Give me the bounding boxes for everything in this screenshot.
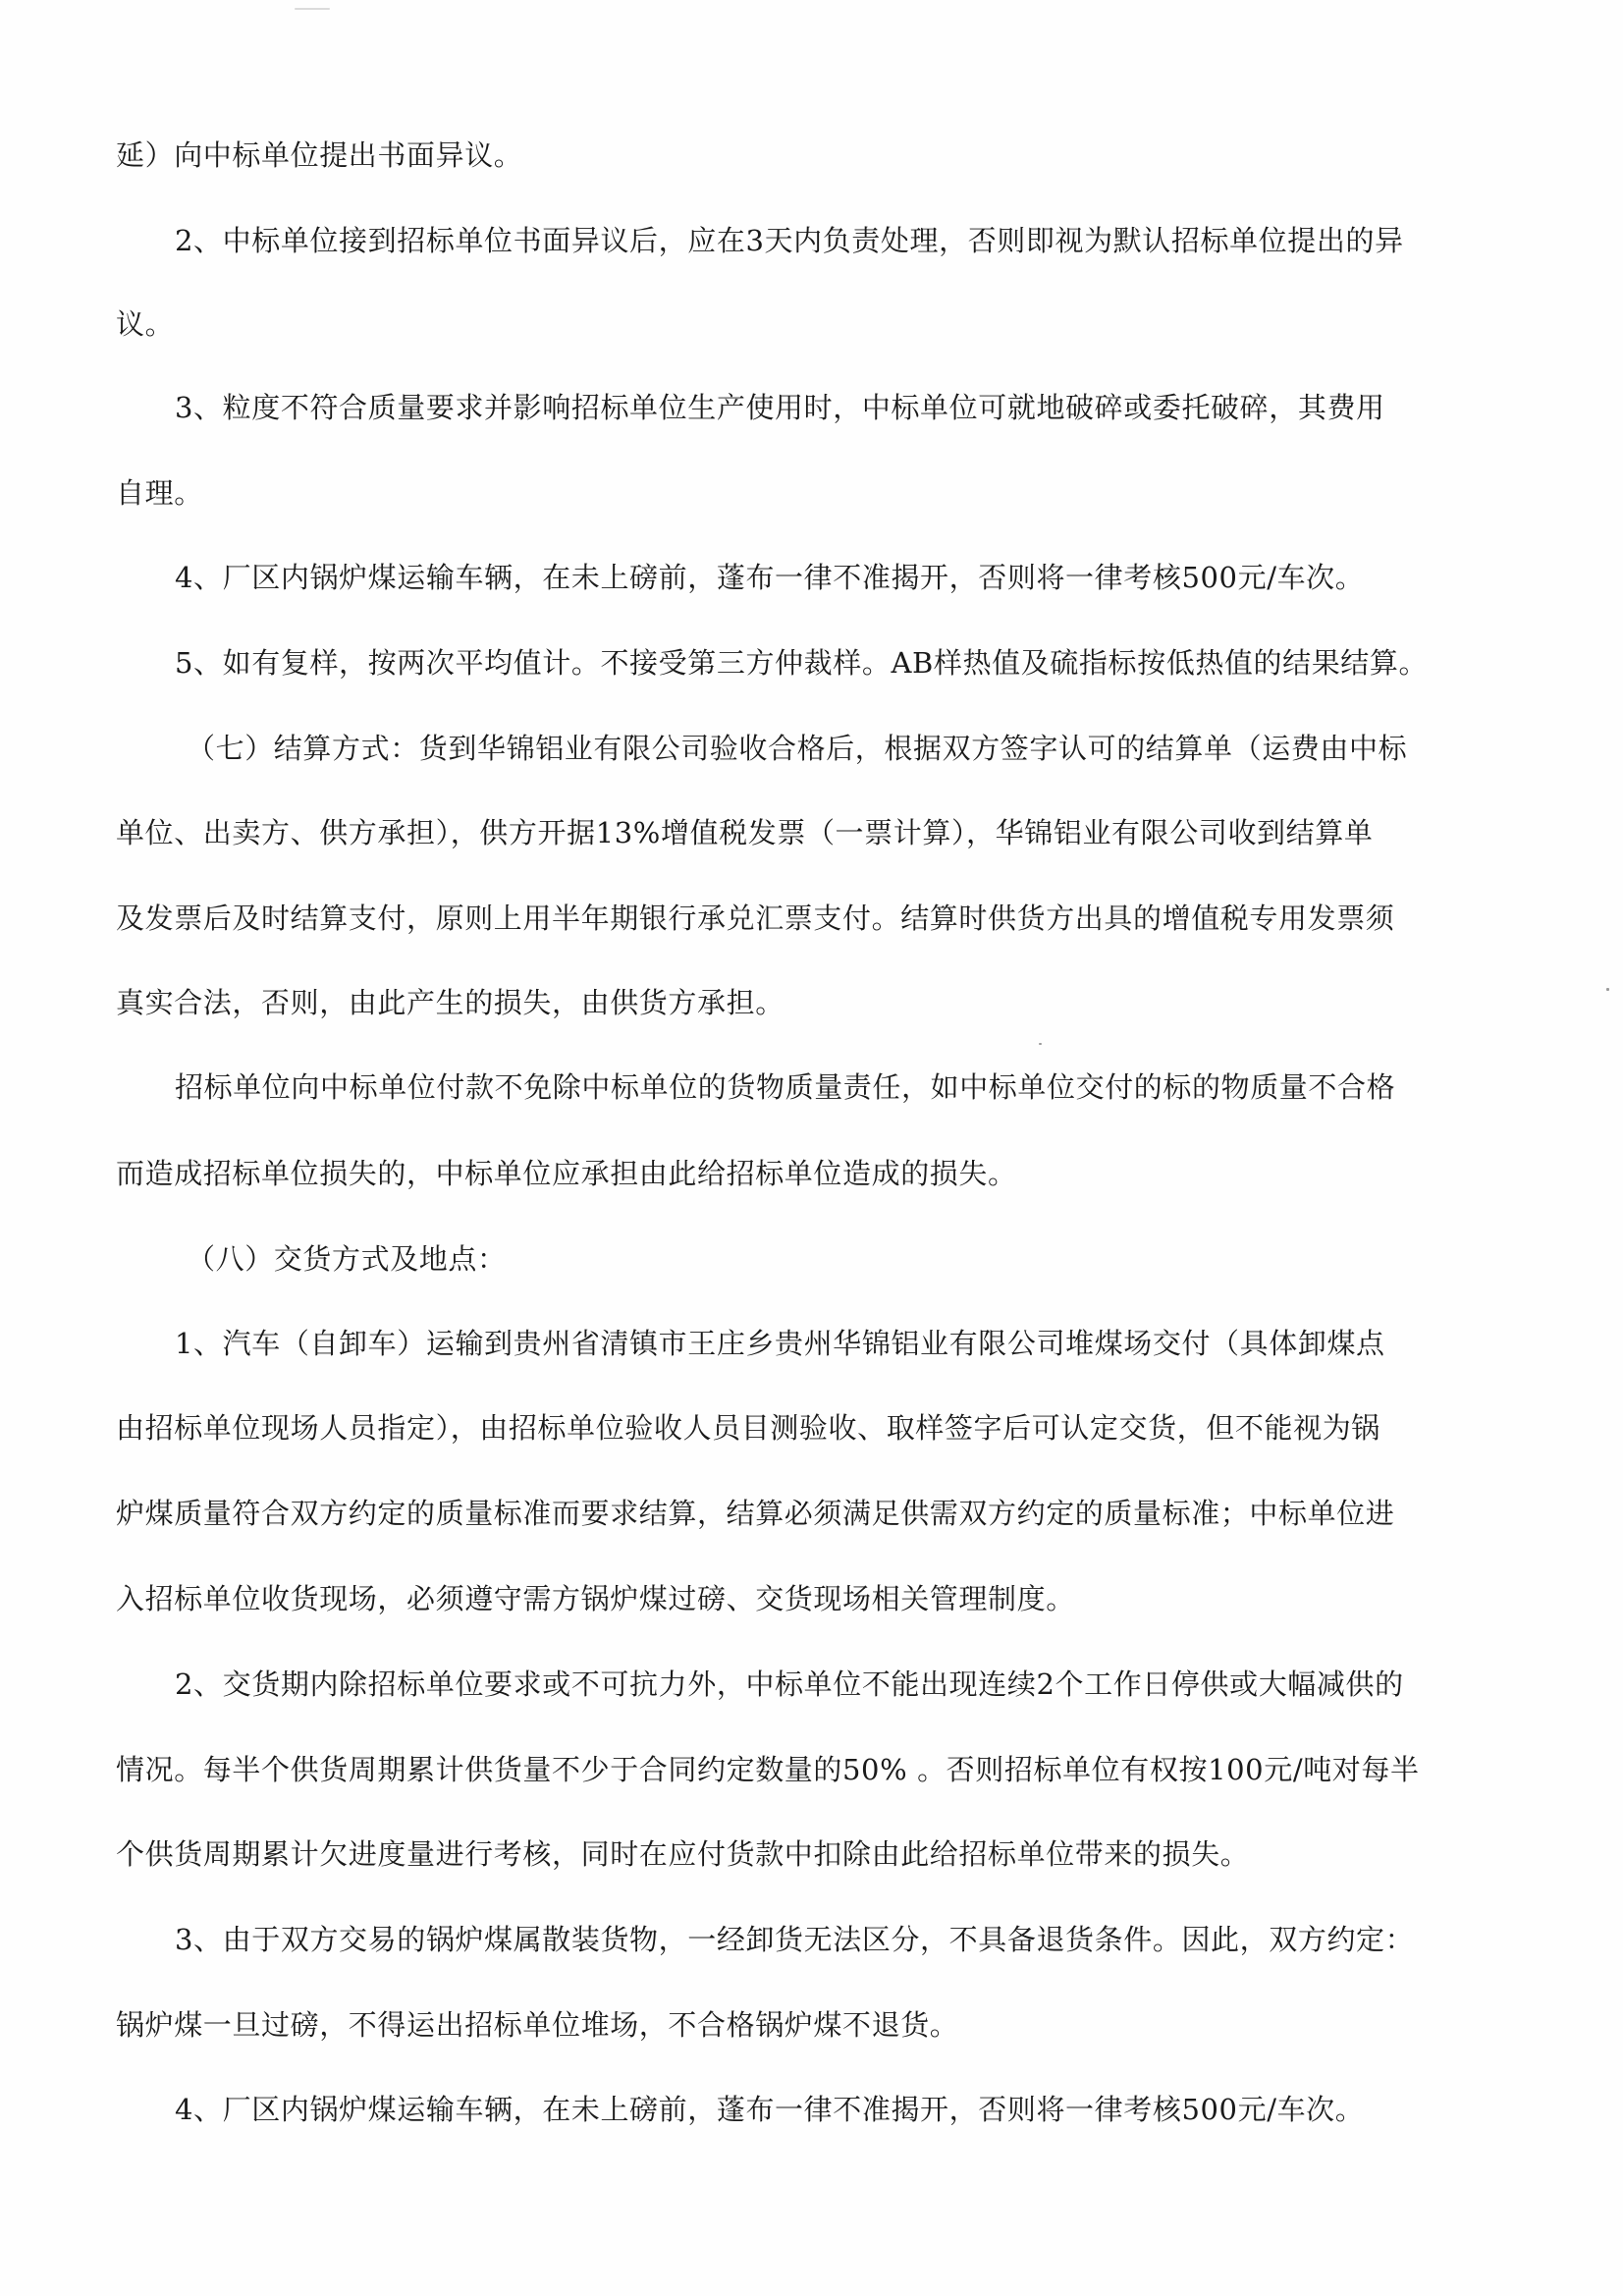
text-line: 锅炉煤一旦过磅，不得运出招标单位堆场，不合格锅炉煤不退货。 bbox=[116, 2008, 959, 2042]
text-line: 2、中标单位接到招标单位书面异议后，应在3天内负责处理，否则即视为默认招标单位提出的异 bbox=[175, 224, 1404, 257]
scan-artifact bbox=[1606, 988, 1609, 991]
text-line: 单位、出卖方、供方承担），供方开据13%增值税发票（一票计算），华锦铝业有限公司收到结算单 bbox=[116, 816, 1374, 849]
text-line: 3、由于双方交易的锅炉煤属散装货物，一经卸货无法区分，不具备退货条件。因此，双方约定： bbox=[175, 1923, 1415, 1956]
text-line: 入招标单位收货现场，必须遵守需方锅炉煤过磅、交货现场相关管理制度。 bbox=[116, 1582, 1075, 1615]
text-line: 3、粒度不符合质量要求并影响招标单位生产使用时，中标单位可就地破碎或委托破碎，其费用 bbox=[175, 391, 1385, 424]
scan-artifact bbox=[1039, 1043, 1042, 1045]
text-line: 延）向中标单位提出书面异议。 bbox=[116, 138, 523, 172]
text-line: 2、交货期内除招标单位要求或不可抗力外，中标单位不能出现连续2个工作日停供或大幅减供的 bbox=[175, 1667, 1404, 1701]
text-line: 情况。每半个供货周期累计供货量不少于合同约定数量的50% 。否则招标单位有权按100元/吨对每半 bbox=[116, 1753, 1420, 1786]
text-line: 炉煤质量符合双方约定的质量标准而要求结算，结算必须满足供需双方约定的质量标准；中标单位进 bbox=[116, 1497, 1395, 1530]
text-line: 由招标单位现场人员指定），由招标单位验收人员目测验收、取样签字后可认定交货，但不能视为锅 bbox=[116, 1411, 1380, 1445]
text-line: 4、厂区内锅炉煤运输车辆，在未上磅前，蓬布一律不准揭开，否则将一律考核500元/车次。 bbox=[175, 2093, 1365, 2126]
text-line: 5、如有复样，按两次平均值计。不接受第三方仲裁样。AB样热值及硫指标按低热值的结果结算。 bbox=[175, 646, 1429, 680]
text-line: 4、厂区内锅炉煤运输车辆，在未上磅前，蓬布一律不准揭开，否则将一律考核500元/车次。 bbox=[175, 561, 1365, 594]
text-line: （八）交货方式及地点： bbox=[187, 1242, 507, 1276]
text-line: 而造成招标单位损失的，中标单位应承担由此给招标单位造成的损失。 bbox=[116, 1157, 1017, 1190]
text-line: 1、汽车（自卸车）运输到贵州省清镇市王庄乡贵州华锦铝业有限公司堆煤场交付（具体卸煤点 bbox=[175, 1327, 1385, 1360]
text-line: 招标单位向中标单位付款不免除中标单位的货物质量责任，如中标单位交付的标的物质量不合格 bbox=[175, 1070, 1396, 1104]
text-line: 及发票后及时结算支付，原则上用半年期银行承兑汇票支付。结算时供货方出具的增值税专用发票须 bbox=[116, 902, 1395, 935]
text-line: 自理。 bbox=[116, 476, 203, 510]
scan-artifact bbox=[295, 8, 330, 10]
text-line: 真实合法，否则，由此产生的损失，由供货方承担。 bbox=[116, 986, 784, 1019]
text-line: 个供货周期累计欠进度量进行考核，同时在应付货款中扣除由此给招标单位带来的损失。 bbox=[116, 1837, 1250, 1871]
text-line: （七）结算方式：货到华锦铝业有限公司验收合格后，根据双方签字认可的结算单（运费由中标 bbox=[187, 732, 1408, 765]
text-line: 议。 bbox=[116, 307, 175, 341]
